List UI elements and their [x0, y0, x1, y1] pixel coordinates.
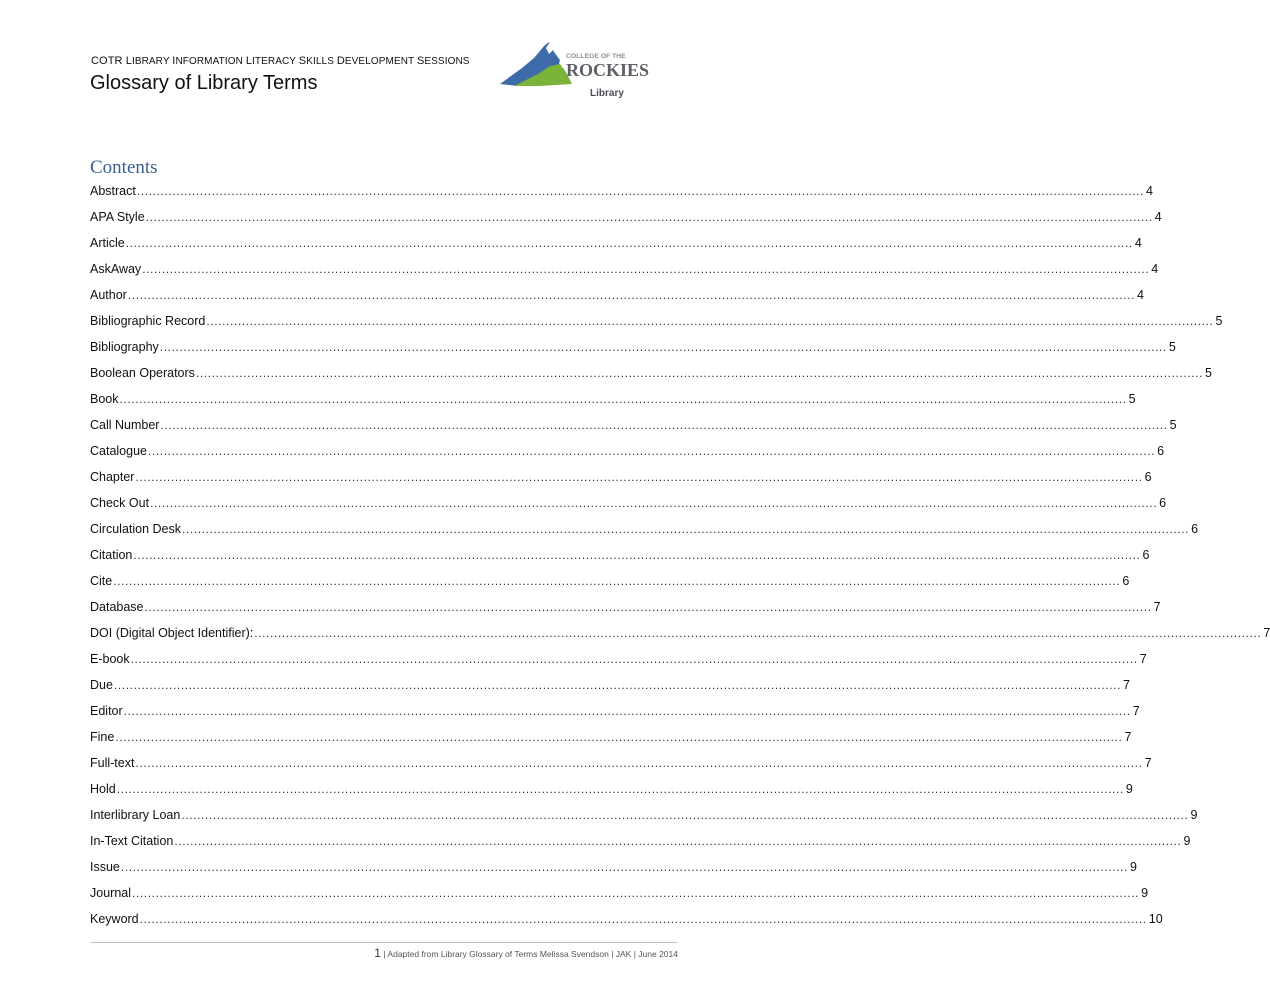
toc-entry-page: 6 — [1157, 444, 1165, 458]
toc-entry-term: In-Text Citation — [90, 834, 174, 848]
toc-entry[interactable] — [90, 676, 1130, 702]
toc-dot-leader — [174, 832, 1181, 851]
toc-entry[interactable] — [90, 832, 1191, 858]
toc-entry-term: Book — [90, 392, 119, 406]
series-header: COTR LIBRARY INFORMATION LITERACY SKILLS DEVELOPMENT SESSIONS — [91, 55, 470, 67]
toc-dot-leader — [142, 260, 1149, 279]
toc-entry-term: DOI (Digital Object Identifier): — [90, 626, 254, 640]
toc-entry-page: 7 — [1144, 756, 1152, 770]
toc-entry-term: Catalogue — [90, 444, 147, 458]
toc-entry[interactable] — [90, 728, 1132, 754]
toc-dot-leader — [254, 624, 1261, 643]
toc-entry-term: Boolean Operators — [90, 366, 195, 380]
toc-entry-term: Abstract — [90, 184, 136, 198]
toc-dot-leader — [181, 806, 1188, 825]
toc-entry[interactable] — [90, 182, 1153, 208]
toc-entry[interactable] — [90, 442, 1165, 468]
logo-line3: Library — [590, 88, 624, 99]
toc-entry-page: 7 — [1124, 730, 1132, 744]
toc-entry-term: Bibliography — [90, 340, 159, 354]
toc-entry-page: 5 — [1128, 392, 1136, 406]
toc-dot-leader — [113, 572, 1120, 591]
toc-dot-leader — [126, 234, 1133, 253]
document-title: Glossary of Library Terms — [90, 72, 318, 94]
footer-text: | Adapted from Library Glossary of Terms Melissa Svendson | JAK | June 2014 — [383, 949, 678, 959]
toc-entry-term: Interlibrary Loan — [90, 808, 181, 822]
toc-dot-leader — [114, 676, 1121, 695]
toc-entry-page: 4 — [1145, 184, 1153, 198]
toc-entry[interactable] — [90, 780, 1133, 806]
logo-line1: COLLEGE OF THE — [566, 53, 626, 60]
toc-entry-page: 7 — [1263, 626, 1270, 640]
toc-entry[interactable] — [90, 858, 1137, 884]
toc-entry[interactable] — [90, 598, 1161, 624]
toc-entry-term: Fine — [90, 730, 115, 744]
toc-entry[interactable] — [90, 364, 1212, 390]
footer-page-number: 1 — [374, 946, 381, 960]
toc-entry-term: Issue — [90, 860, 120, 874]
toc-dot-leader — [120, 390, 1127, 409]
toc-dot-leader — [150, 494, 1157, 513]
toc-entry[interactable] — [90, 468, 1152, 494]
toc-entry-page: 7 — [1132, 704, 1140, 718]
table-of-contents — [90, 182, 1270, 936]
toc-entry[interactable] — [90, 754, 1152, 780]
toc-dot-leader — [128, 286, 1135, 305]
toc-entry[interactable] — [90, 338, 1176, 364]
toc-entry-term: Keyword — [90, 912, 139, 926]
toc-entry-term: Article — [90, 236, 125, 250]
toc-entry-term: Check Out — [90, 496, 150, 510]
toc-entry-page: 4 — [1134, 236, 1142, 250]
toc-entry[interactable] — [90, 520, 1199, 546]
toc-entry-page: 4 — [1154, 210, 1162, 224]
toc-dot-leader — [132, 884, 1139, 903]
toc-entry-term: Circulation Desk — [90, 522, 182, 536]
toc-dot-leader — [140, 910, 1147, 929]
toc-dot-leader — [121, 858, 1128, 877]
toc-entry[interactable] — [90, 494, 1167, 520]
toc-entry-term: Cite — [90, 574, 113, 588]
toc-entry-page: 5 — [1205, 366, 1212, 380]
toc-dot-leader — [196, 364, 1203, 383]
toc-entry-page: 6 — [1159, 496, 1167, 510]
toc-dot-leader — [160, 338, 1167, 357]
toc-entry-page: 9 — [1130, 860, 1137, 874]
toc-entry[interactable] — [90, 234, 1142, 260]
toc-entry-term: Citation — [90, 548, 133, 562]
toc-entry-page: 7 — [1153, 600, 1161, 614]
toc-entry[interactable] — [90, 546, 1150, 572]
toc-entry-term: Bibliographic Record — [90, 314, 206, 328]
toc-entry[interactable] — [90, 208, 1162, 234]
toc-entry-term: Hold — [90, 782, 116, 796]
toc-entry-page: 9 — [1190, 808, 1198, 822]
toc-entry-page: 9 — [1125, 782, 1133, 796]
toc-entry-page: 5 — [1168, 340, 1176, 354]
college-logo — [500, 38, 650, 100]
toc-entry-term: Due — [90, 678, 113, 692]
toc-entry-page: 5 — [1169, 418, 1177, 432]
toc-entry[interactable] — [90, 390, 1136, 416]
toc-entry[interactable] — [90, 624, 1270, 650]
toc-entry[interactable] — [90, 312, 1223, 338]
toc-entry[interactable] — [90, 572, 1130, 598]
footer-rule — [90, 942, 678, 943]
toc-entry[interactable] — [90, 884, 1149, 910]
toc-entry-page: 5 — [1215, 314, 1223, 328]
toc-entry-page: 10 — [1148, 912, 1163, 926]
toc-dot-leader — [135, 468, 1142, 487]
toc-entry-page: 6 — [1144, 470, 1152, 484]
toc-entry-term: Journal — [90, 886, 131, 900]
toc-entry-term: E-book — [90, 652, 130, 666]
toc-entry[interactable] — [90, 806, 1198, 832]
toc-entry-term: AskAway — [90, 262, 142, 276]
toc-entry-page: 6 — [1191, 522, 1199, 536]
toc-dot-leader — [146, 208, 1153, 227]
toc-entry-page: 9 — [1183, 834, 1191, 848]
toc-dot-leader — [137, 182, 1144, 201]
toc-entry[interactable] — [90, 286, 1144, 312]
toc-entry-term: Call Number — [90, 418, 160, 432]
toc-dot-leader — [206, 312, 1213, 331]
toc-entry[interactable] — [90, 910, 1163, 936]
toc-entry-term: Chapter — [90, 470, 135, 484]
toc-entry-page: 7 — [1139, 652, 1147, 666]
logo-line2: ROCKIES — [566, 60, 650, 80]
toc-dot-leader — [135, 754, 1142, 773]
toc-dot-leader — [182, 520, 1189, 539]
toc-dot-leader — [148, 442, 1155, 461]
toc-entry-term: Database — [90, 600, 144, 614]
toc-entry-page: 6 — [1122, 574, 1130, 588]
toc-entry-page: 6 — [1142, 548, 1150, 562]
contents-heading: Contents — [90, 157, 158, 178]
toc-dot-leader — [115, 728, 1122, 747]
toc-entry-page: 9 — [1141, 886, 1149, 900]
toc-entry[interactable] — [90, 702, 1140, 728]
toc-dot-leader — [124, 702, 1131, 721]
toc-entry-page: 4 — [1151, 262, 1159, 276]
toc-entry-page: 7 — [1123, 678, 1130, 692]
toc-dot-leader — [160, 416, 1167, 435]
toc-dot-leader — [117, 780, 1124, 799]
page-footer — [90, 946, 678, 960]
toc-entry-term: Author — [90, 288, 127, 302]
toc-entry-page: 4 — [1136, 288, 1144, 302]
toc-dot-leader — [133, 546, 1140, 565]
toc-dot-leader — [131, 650, 1138, 669]
toc-entry[interactable] — [90, 650, 1147, 676]
toc-dot-leader — [145, 598, 1152, 617]
toc-entry[interactable] — [90, 416, 1177, 442]
toc-entry-term: Full-text — [90, 756, 135, 770]
toc-entry[interactable] — [90, 260, 1159, 286]
toc-entry-term: Editor — [90, 704, 123, 718]
toc-entry-term: APA Style — [90, 210, 145, 224]
